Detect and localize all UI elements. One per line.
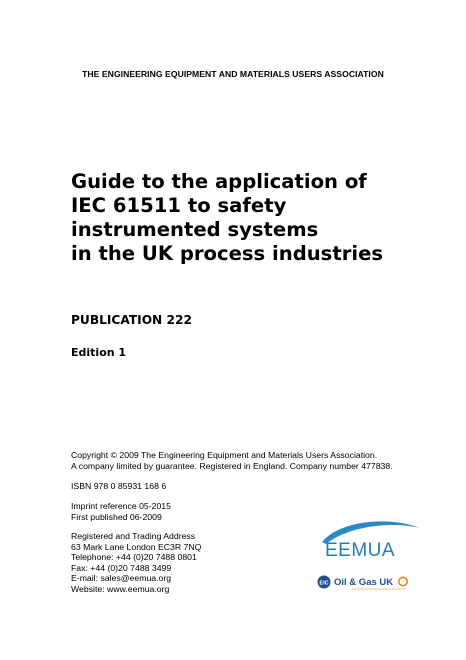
copyright-line: Copyright © 2009 The Engineering Equipment and Materials Users Association. bbox=[71, 450, 378, 460]
document-title bbox=[71, 170, 383, 266]
address-line: E-mail: sales@eemua.org bbox=[71, 573, 172, 584]
publication-number: PUBLICATION 222 bbox=[71, 313, 192, 327]
title-line: in the UK process industries bbox=[71, 242, 384, 265]
isbn: ISBN 978 0 85931 168 6 bbox=[71, 481, 167, 491]
title-line: instrumented systems bbox=[71, 218, 319, 241]
oil-gas-uk-label: Oil & Gas UK bbox=[334, 577, 394, 588]
address-line: Telephone: +44 (0)20 7488 0801 bbox=[71, 552, 197, 563]
address-block bbox=[71, 531, 201, 595]
address-line: Registered and Trading Address bbox=[71, 531, 196, 541]
copyright-block bbox=[71, 450, 393, 471]
oil-gas-uk-logo bbox=[318, 576, 408, 590]
copyright-line: A company limited by guarantee. Registered in England. Company number 477838. bbox=[71, 460, 393, 471]
title-line: IEC 61511 to safety bbox=[71, 194, 287, 217]
address-line: Website: www.eemua.org bbox=[71, 583, 170, 594]
eemua-logo bbox=[322, 521, 420, 561]
logos bbox=[312, 518, 430, 592]
edition: Edition 1 bbox=[71, 346, 127, 359]
imprint-line: First published 06-2009 bbox=[71, 511, 162, 522]
address-line: Fax: +44 (0)20 7488 3499 bbox=[71, 562, 172, 573]
title-line: Guide to the application of bbox=[71, 170, 367, 193]
association-header: THE ENGINEERING EQUIPMENT AND MATERIALS USERS ASSOCIATION bbox=[82, 69, 384, 79]
imprint-line: Imprint reference 05-2015 bbox=[71, 501, 171, 511]
address-line: 63 Mark Lane London EC3R 7NQ bbox=[71, 541, 202, 552]
oil-gas-uk-emblem-icon bbox=[399, 577, 407, 585]
imprint-block bbox=[71, 501, 171, 522]
eic-label: EIC bbox=[319, 580, 329, 587]
eemua-wordmark: EEMUA bbox=[325, 540, 396, 561]
